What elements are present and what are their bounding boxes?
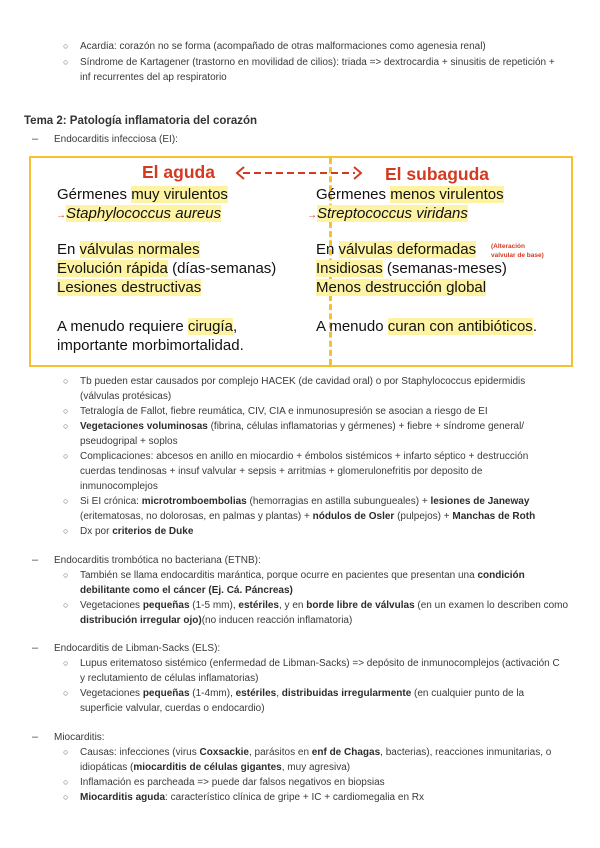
section-title: Tema 2: Patología inflamatoria del corazón [24, 115, 258, 127]
list-item: ○ Complicaciones: abcesos en anillo en miocardio + émbolos sistémicos + infarto séptico + destrucción [63, 451, 529, 462]
circle-bullet-icon: ○ [63, 406, 69, 416]
circle-bullet-icon: ○ [63, 376, 69, 386]
arrow-right-icon: → [307, 210, 317, 221]
circle-bullet-icon: ○ [63, 421, 69, 431]
list-item: ○ Tetralogía de Fallot, fiebre reumática, CIV, CIA e inmunosupresión se asocian a riesgo de EI [63, 406, 488, 417]
circle-bullet-icon: ○ [63, 658, 69, 668]
dash-bullet-icon: – [32, 133, 39, 145]
list-item: ○ Vegetaciones pequeñas (1-5 mm), estériles, y en borde libre de válvulas (en un examen lo describen como [63, 600, 569, 611]
circle-bullet-icon: ○ [63, 600, 69, 610]
list-item: ○ Inflamación es parcheada => puede dar falsos negativos en biopsias [63, 777, 385, 788]
dash-bullet-icon: – [32, 642, 39, 654]
list-item-continuation: inf recurrentes del ap respiratorio [80, 72, 227, 83]
list-item-continuation: inmunocomplejos [80, 481, 158, 492]
list-item: ○ Dx por criterios de Duke [63, 526, 194, 537]
box-text: Menos destrucción global [316, 279, 487, 296]
list-item-continuation: idiopáticas (miocarditis de células gigantes, muy agresiva) [80, 762, 351, 773]
list-item-continuation: debilitante como el cáncer (Ej. Cá. Páncreas) [80, 585, 293, 596]
list-item: ○ Síndrome de Kartagener (trastorno en movilidad de cilios): triada => dextrocardia + sinusitis de repetición + [63, 57, 555, 68]
comparison-box [29, 156, 573, 367]
list-item: – Miocarditis: [32, 731, 105, 743]
circle-bullet-icon: ○ [63, 41, 69, 51]
circle-bullet-icon: ○ [63, 570, 69, 580]
circle-bullet-icon: ○ [63, 747, 69, 757]
list-item: ○ También se llama endocarditis marántica, porque ocurre en pacientes que presentan una condición [63, 570, 525, 581]
circle-bullet-icon: ○ [63, 777, 69, 787]
box-text: Insidiosas (semanas-meses) [316, 260, 507, 277]
circle-bullet-icon: ○ [63, 526, 69, 536]
circle-bullet-icon: ○ [63, 57, 69, 67]
list-item-continuation: (válvulas protésicas) [80, 391, 172, 402]
list-item: – Endocarditis infecciosa (EI): [32, 133, 178, 145]
list-item: – Endocarditis de Libman-Sacks (ELS): [32, 642, 221, 654]
list-item: ○ Vegetaciones voluminosas (fibrina, células inflamatorias y gérmenes) + fiebre + síndrome general/ [63, 421, 525, 432]
box-text: Lesiones destructivas [57, 279, 202, 296]
box-heading-right: El subaguda [385, 164, 490, 184]
double-arrow-icon [235, 166, 363, 180]
dash-bullet-icon: – [32, 554, 39, 566]
box-text: A menudo requiere cirugía, [57, 318, 238, 335]
box-text: En válvulas deformadas [316, 241, 477, 258]
circle-bullet-icon: ○ [63, 688, 69, 698]
box-text: →Streptococcus viridans [307, 205, 468, 222]
arrow-right-icon: → [56, 210, 66, 221]
box-text: importante morbimortalidad. [57, 337, 244, 354]
circle-bullet-icon: ○ [63, 792, 69, 802]
box-text: En válvulas normales [57, 241, 200, 258]
dash-bullet-icon: – [32, 731, 39, 743]
list-item: ○ Si EI crónica: microtromboembolias (hemorragias en astilla subungueales) + lesiones de Janeway [63, 496, 530, 507]
list-item: ○ Vegetaciones pequeñas (1-4mm), estériles, distribuidas irregularmente (en cualquier punto de la [63, 688, 525, 699]
circle-bullet-icon: ○ [63, 496, 69, 506]
box-text: Gérmenes muy virulentos [57, 186, 228, 203]
list-item: ○ Tb pueden estar causados por complejo HACEK (de cavidad oral) o por Staphylococcus epidermidis [63, 376, 526, 387]
list-item-continuation: distribución irregular ojo)(no inducen reacción inflamatoria) [80, 615, 353, 626]
box-text: Evolución rápida (días-semanas) [57, 260, 277, 277]
list-item-continuation: y reclutamiento de células inflamatorias) [80, 673, 259, 684]
list-item-continuation: (eritematosas, no dolorosas, en palmas y plantas) + nódulos de Osler (pulpejos) + Manchas de Roth [80, 511, 536, 522]
annotation-note: (Alteración valvular de base) [491, 243, 544, 259]
list-item: ○ Causas: infecciones (virus Coxsackie, parásitos en enf de Chagas, bacterias), reacciones inmunitarias, o [63, 747, 552, 758]
list-item-continuation: cuerdas tendinosas + insuf valvular + sepsis + arritmias + glomerulonefritis por deposito de [80, 466, 483, 477]
list-item: ○ Lupus eritematoso sistémico (enfermedad de Libman-Sacks) => depósito de inmunocomplejos (activación C [63, 658, 560, 669]
list-item-continuation: pseudogripal + soplos [80, 436, 178, 447]
box-text: Gérmenes menos virulentos [316, 186, 504, 203]
box-text: A menudo curan con antibióticos. [316, 318, 537, 335]
list-item: – Endocarditis trombótica no bacteriana (ETNB): [32, 554, 261, 566]
box-heading-left: El aguda [142, 162, 215, 182]
list-item-continuation: superficie valvular, cuerdas o endocardio) [80, 703, 265, 714]
list-item: ○ Miocarditis aguda: característico clínica de gripe + IC + cardiomegalia en Rx [63, 792, 425, 803]
list-item: ○ Acardia: corazón no se forma (acompañado de otras malformaciones como agenesia renal) [63, 41, 486, 52]
circle-bullet-icon: ○ [63, 451, 69, 461]
box-text: →Staphylococcus aureus [56, 205, 222, 222]
